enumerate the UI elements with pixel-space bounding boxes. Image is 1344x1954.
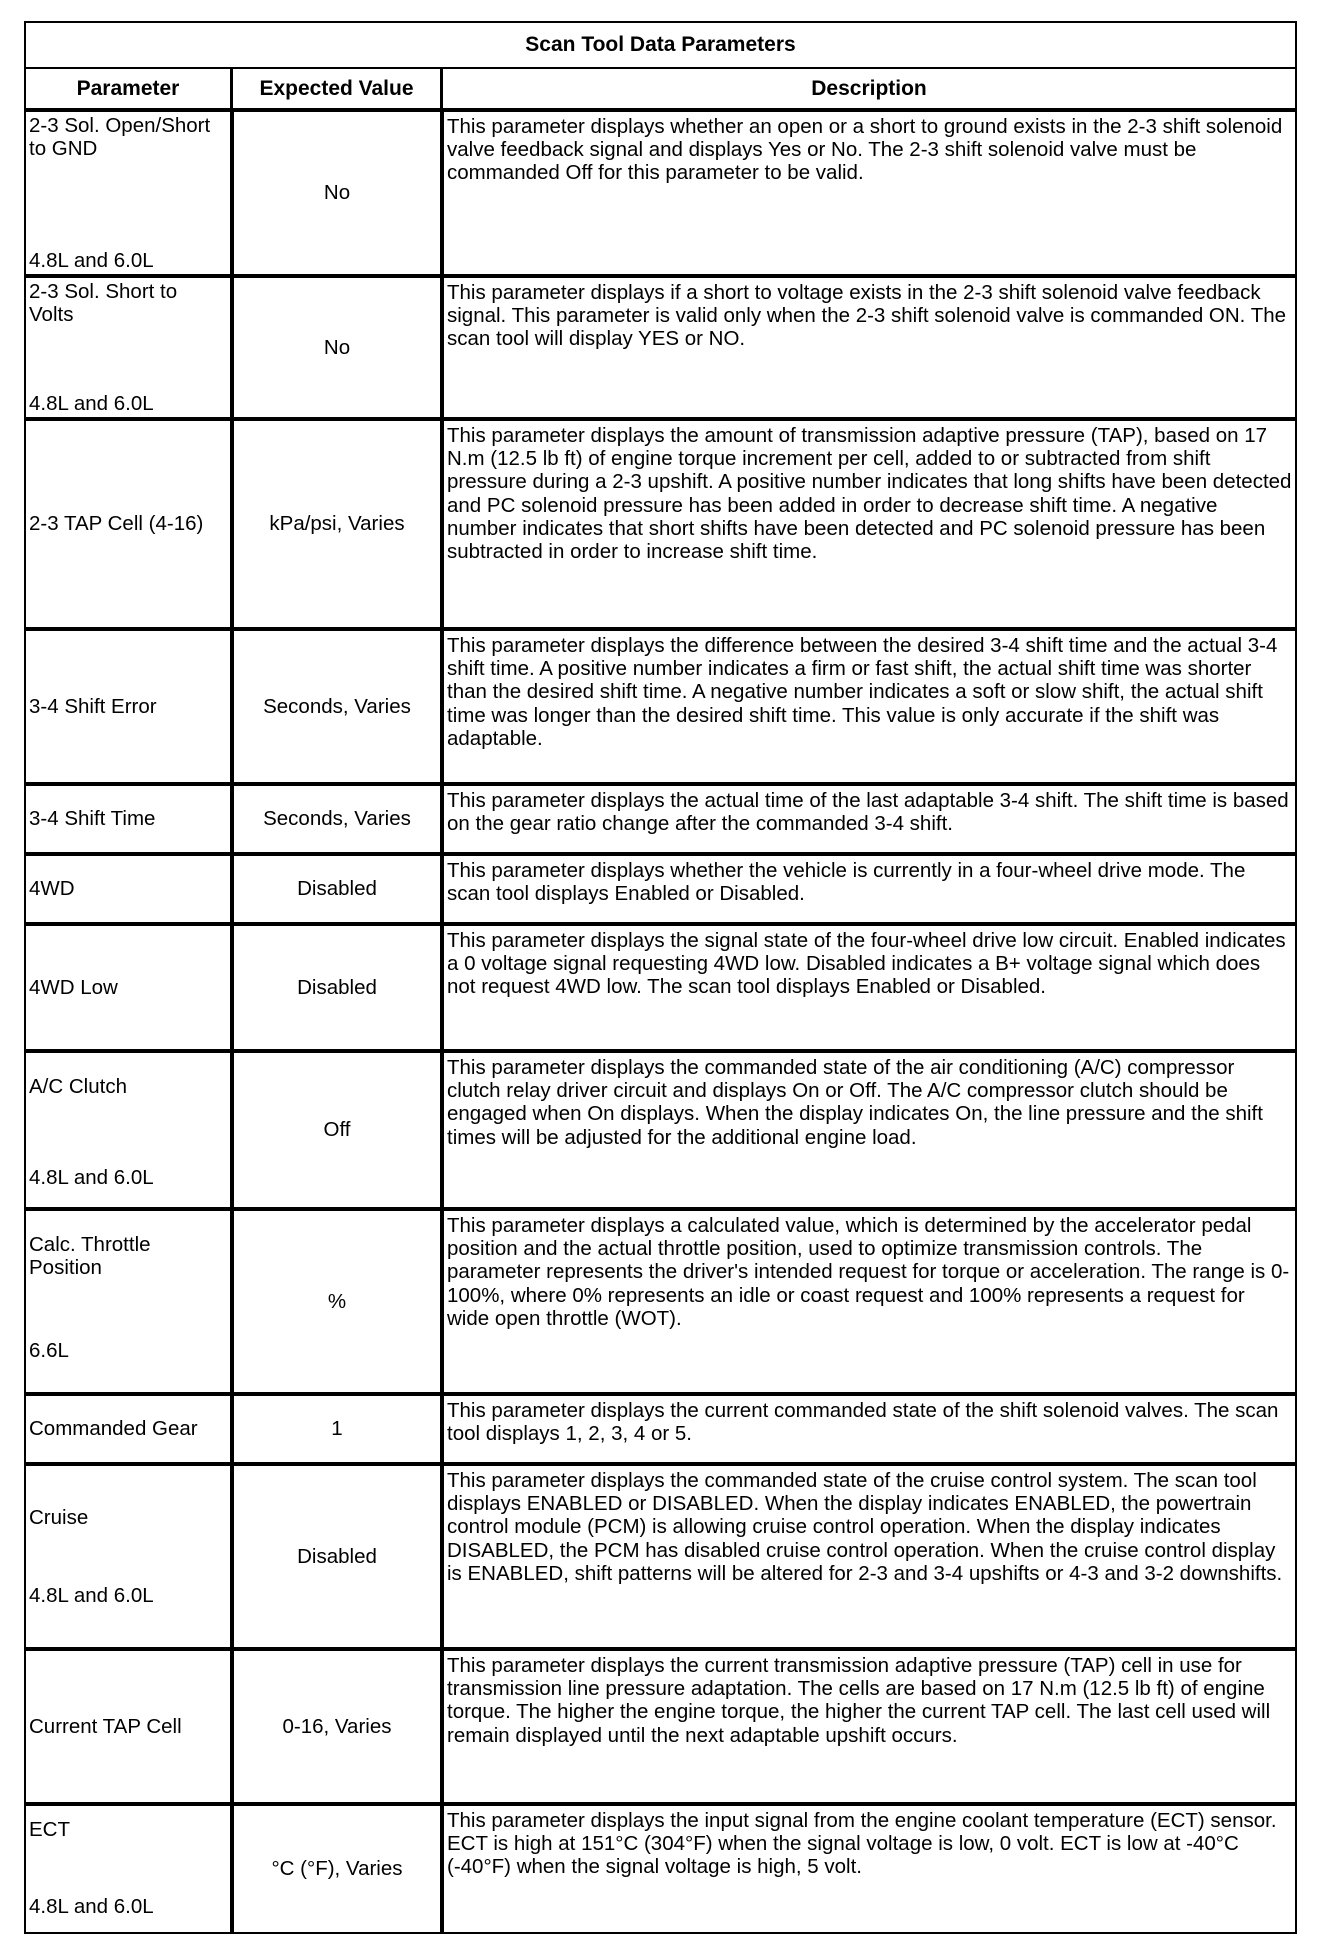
parameter-cell [26, 926, 230, 1049]
expected-value-cell: Seconds, Varies [230, 631, 440, 782]
parameter-cell [26, 112, 230, 274]
table-row [26, 1651, 1295, 1806]
expected-value-cell: Disabled [230, 856, 440, 922]
parameter-name: 3-4 Shift Error [29, 694, 157, 718]
engine-note: 4.8L and 6.0L [29, 1165, 154, 1189]
engine-note: 6.6L [29, 1338, 69, 1362]
engine-note: 4.8L and 6.0L [29, 248, 154, 272]
table-title: Scan Tool Data Parameters [26, 23, 1295, 69]
header-parameter: Parameter [76, 76, 180, 100]
parameter-cell [26, 631, 230, 782]
table-row [26, 1806, 1295, 1932]
description-cell: This parameter displays the input signal from the engine coolant temperature (ECT) sensor. ECT is high at 151°C (304°F) when the signal voltage is low, 0 volt. ECT is low at -40°C (-40°F) when the signal voltage is high, 5 volt. [440, 1806, 1295, 1932]
description-cell: This parameter displays the current commanded state of the shift solenoid valves. The scan tool displays 1, 2, 3, 4 or 5. [440, 1396, 1295, 1462]
description-cell: This parameter displays the commanded state of the cruise control system. The scan tool displays ENABLED or DISABLED. When the display indicates ENABLED, the powertrain control module (PCM) is allowing cruise control operation. When the display indicates DISABLED, the PCM has disabled cruise control operation. When the cruise control display is ENABLED, shift patterns will be altered for 2-3 and 3-4 upshifts or 4-3 and 3-2 downshifts. [440, 1466, 1295, 1647]
description-cell: This parameter displays the amount of transmission adaptive pressure (TAP), based on 17 N.m (12.5 lb ft) of engine torque increment per cell, added to or subtracted from shift pressure during a 2-3 upshift. A positive number indicates that long shifts have been detected and PC solenoid pressure has been added in order to decrease shift time. A negative number indicates that short shifts have been detected and PC solenoid pressure has been subtracted in order to increase shift time. [440, 421, 1295, 627]
expected-value-cell: Disabled [230, 1466, 440, 1647]
description-cell: This parameter displays the signal state of the four-wheel drive low circuit. Enabled indicates a 0 voltage signal requesting 4WD low. Disabled indicates a B+ voltage signal which does not request 4WD low. The scan tool displays Enabled or Disabled. [440, 926, 1295, 1049]
table-row [26, 926, 1295, 1053]
description-cell: This parameter displays whether an open or a short to ground exists in the 2-3 shift solenoid valve feedback signal and displays Yes or No. The 2-3 shift solenoid valve must be commanded Off for this parameter to be valid. [440, 112, 1295, 274]
parameter-cell [26, 786, 230, 852]
expected-value-cell: 1 [230, 1396, 440, 1462]
parameter-cell [26, 421, 230, 627]
description-cell: This parameter displays a calculated value, which is determined by the accelerator pedal position and the actual throttle position, used to optimize transmission controls. The parameter represents the driver's intended request for torque or acceleration. The range is 0-100%, where 0% represents an idle or coast request and 100% represents a request for wide open throttle (WOT). [440, 1211, 1295, 1392]
parameter-cell [26, 1806, 230, 1932]
parameter-name: 4WD [29, 877, 75, 901]
parameter-name: 3-4 Shift Time [29, 807, 156, 831]
expected-value-cell: 0-16, Varies [230, 1651, 440, 1802]
parameter-name: 2-3 TAP Cell (4-16) [29, 512, 204, 536]
expected-value-cell: °C (°F), Varies [230, 1806, 440, 1932]
description-cell: This parameter displays the commanded state of the air conditioning (A/C) compressor clutch relay driver circuit and displays On or Off. The A/C compressor clutch should be engaged when On displays. When the display indicates On, the line pressure and the shift times will be adjusted for the additional engine load. [440, 1053, 1295, 1207]
expected-value-cell: Disabled [230, 926, 440, 1049]
table-row [26, 421, 1295, 631]
description-cell: This parameter displays the actual time of the last adaptable 3-4 shift. The shift time is based on the gear ratio change after the commanded 3-4 shift. [440, 786, 1295, 852]
table-row [26, 856, 1295, 926]
engine-note: 4.8L and 6.0L [29, 1894, 154, 1918]
parameter-name: Cruise [29, 1506, 89, 1529]
parameter-name: Calc. Throttle Position [29, 1233, 151, 1280]
table-row [26, 112, 1295, 278]
table-row [26, 1396, 1295, 1466]
description-cell: This parameter displays the difference between the desired 3-4 shift time and the actual 3-4 shift time. A positive number indicates a firm or fast shift, the actual shift time was shorter than the desired shift time. A negative number indicates a soft or slow shift, the actual shift time was longer than the desired shift time. This value is only accurate if the shift was adaptable. [440, 631, 1295, 782]
table-row [26, 631, 1295, 786]
header-expected-value: Expected Value [230, 69, 440, 108]
engine-note: 4.8L and 6.0L [29, 1583, 154, 1607]
header-description: Description [440, 69, 1295, 108]
parameter-cell [26, 278, 230, 417]
table-row [26, 1466, 1295, 1651]
table-row [26, 786, 1295, 856]
parameter-name: 2-3 Sol. Open/Short to GND [29, 114, 211, 161]
parameter-name: ECT [29, 1818, 70, 1841]
parameter-cell [26, 1211, 230, 1392]
expected-value-cell: No [230, 112, 440, 274]
parameter-name: 4WD Low [29, 975, 118, 999]
description-cell: This parameter displays if a short to voltage exists in the 2-3 shift solenoid valve feedback signal. This parameter is valid only when the 2-3 shift solenoid valve is commanded ON. The scan tool will display YES or NO. [440, 278, 1295, 417]
description-cell: This parameter displays the current transmission adaptive pressure (TAP) cell in use for transmission line pressure adaptation. The cells are based on 17 N.m (12.5 lb ft) of engine torque. The higher the engine torque, the higher the current TAP cell. The last cell used will remain displayed until the next adaptable upshift occurs. [440, 1651, 1295, 1802]
parameter-cell [26, 1396, 230, 1462]
expected-value-cell: No [230, 278, 440, 417]
parameter-name: Commanded Gear [29, 1417, 198, 1441]
table-header-row [26, 69, 1295, 112]
parameter-cell [26, 1466, 230, 1647]
table-row [26, 1053, 1295, 1211]
parameter-cell [26, 1651, 230, 1802]
expected-value-cell: Seconds, Varies [230, 786, 440, 852]
description-cell: This parameter displays whether the vehicle is currently in a four-wheel drive mode. The scan tool displays Enabled or Disabled. [440, 856, 1295, 922]
table-row [26, 1211, 1295, 1396]
expected-value-cell: % [230, 1211, 440, 1392]
parameter-cell [26, 856, 230, 922]
scan-tool-data-table [24, 21, 1297, 1934]
table-row [26, 278, 1295, 421]
parameter-name: 2-3 Sol. Short to Volts [29, 280, 178, 327]
parameter-name: A/C Clutch [29, 1075, 127, 1098]
parameter-name: Current TAP Cell [29, 1714, 182, 1738]
expected-value-cell: kPa/psi, Varies [230, 421, 440, 627]
parameter-cell [26, 1053, 230, 1207]
expected-value-cell: Off [230, 1053, 440, 1207]
engine-note: 4.8L and 6.0L [29, 391, 154, 415]
